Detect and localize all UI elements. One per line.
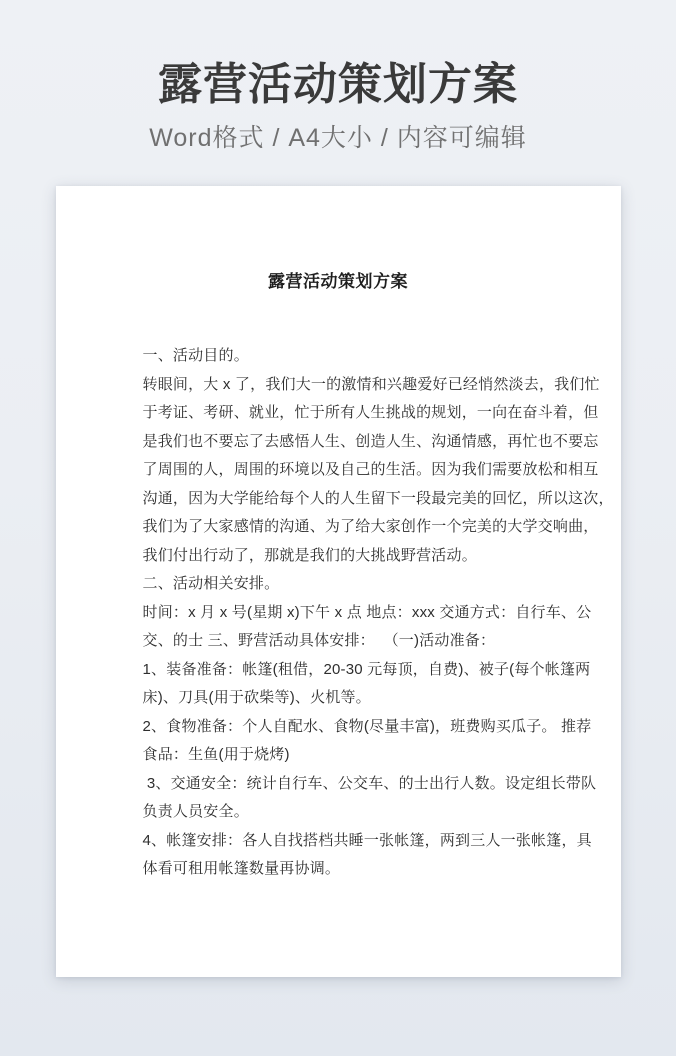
doc-line: 于考证、考研、就业，忙于所有人生挑战的规划，一向在奋斗着，但 [142,404,599,421]
page-title: 露营活动策划方案 [158,60,518,109]
doc-line: 负责人员安全。 [142,803,249,820]
doc-line: 食品：生鱼(用于烧烤) [142,746,290,763]
doc-line: 交、的士 三、野营活动具体安排： （一)活动准备： [142,632,496,649]
document-title: 露营活动策划方案 [268,272,408,291]
doc-line: 体看可租用帐篷数量再协调。 [142,860,341,877]
doc-line: 3、交通安全：统计自行车、公交车、的士出行人数。设定组长带队 [142,774,597,792]
doc-line: 我们为了大家感情的沟通、为了给大家创作一个完美的大学交响曲， [142,518,599,535]
doc-line: 床)、刀具(用于砍柴等)、火机等。 [142,689,371,706]
doc-line: 一、活动目的。 [142,347,249,364]
doc-line: 时间：x 月 x 号(星期 x)下午 x 点 地点：xxx 交通方式：自行车、公 [142,603,592,621]
doc-line: 二、活动相关安排。 [142,575,280,592]
doc-line: 沟通，因为大学能给每个人的人生留下一段最完美的回忆，所以这次， [142,489,614,507]
document-page [56,186,621,977]
doc-line: 转眼间，大 x 了，我们大一的激情和兴趣爱好已经悄然淡去，我们忙 [142,375,600,393]
doc-line: 了周围的人，周围的环境以及自己的生活。因为我们需要放松和相互 [142,461,599,478]
document-body [56,342,621,884]
doc-line: 2、食物准备：个人自配水、食物(尽量丰富)，班费购买瓜子。 推荐 [142,717,592,735]
doc-line: 是我们也不要忘了去感悟人生、创造人生、沟通情感，再忙也不要忘 [142,432,599,450]
doc-line: 我们付出行动了，那就是我们的大挑战野营活动。 [142,546,477,564]
header [0,0,676,153]
page-subtitle: Word格式 / A4大小 / 内容可编辑 [149,124,527,152]
doc-line: 1、装备准备：帐篷(租借，20-30 元每顶，自费)、被子(每个帐篷两 [142,660,591,678]
doc-line: 4、帐篷安排：各人自找搭档共睡一张帐篷，两到三人一张帐篷，具 [142,831,592,849]
